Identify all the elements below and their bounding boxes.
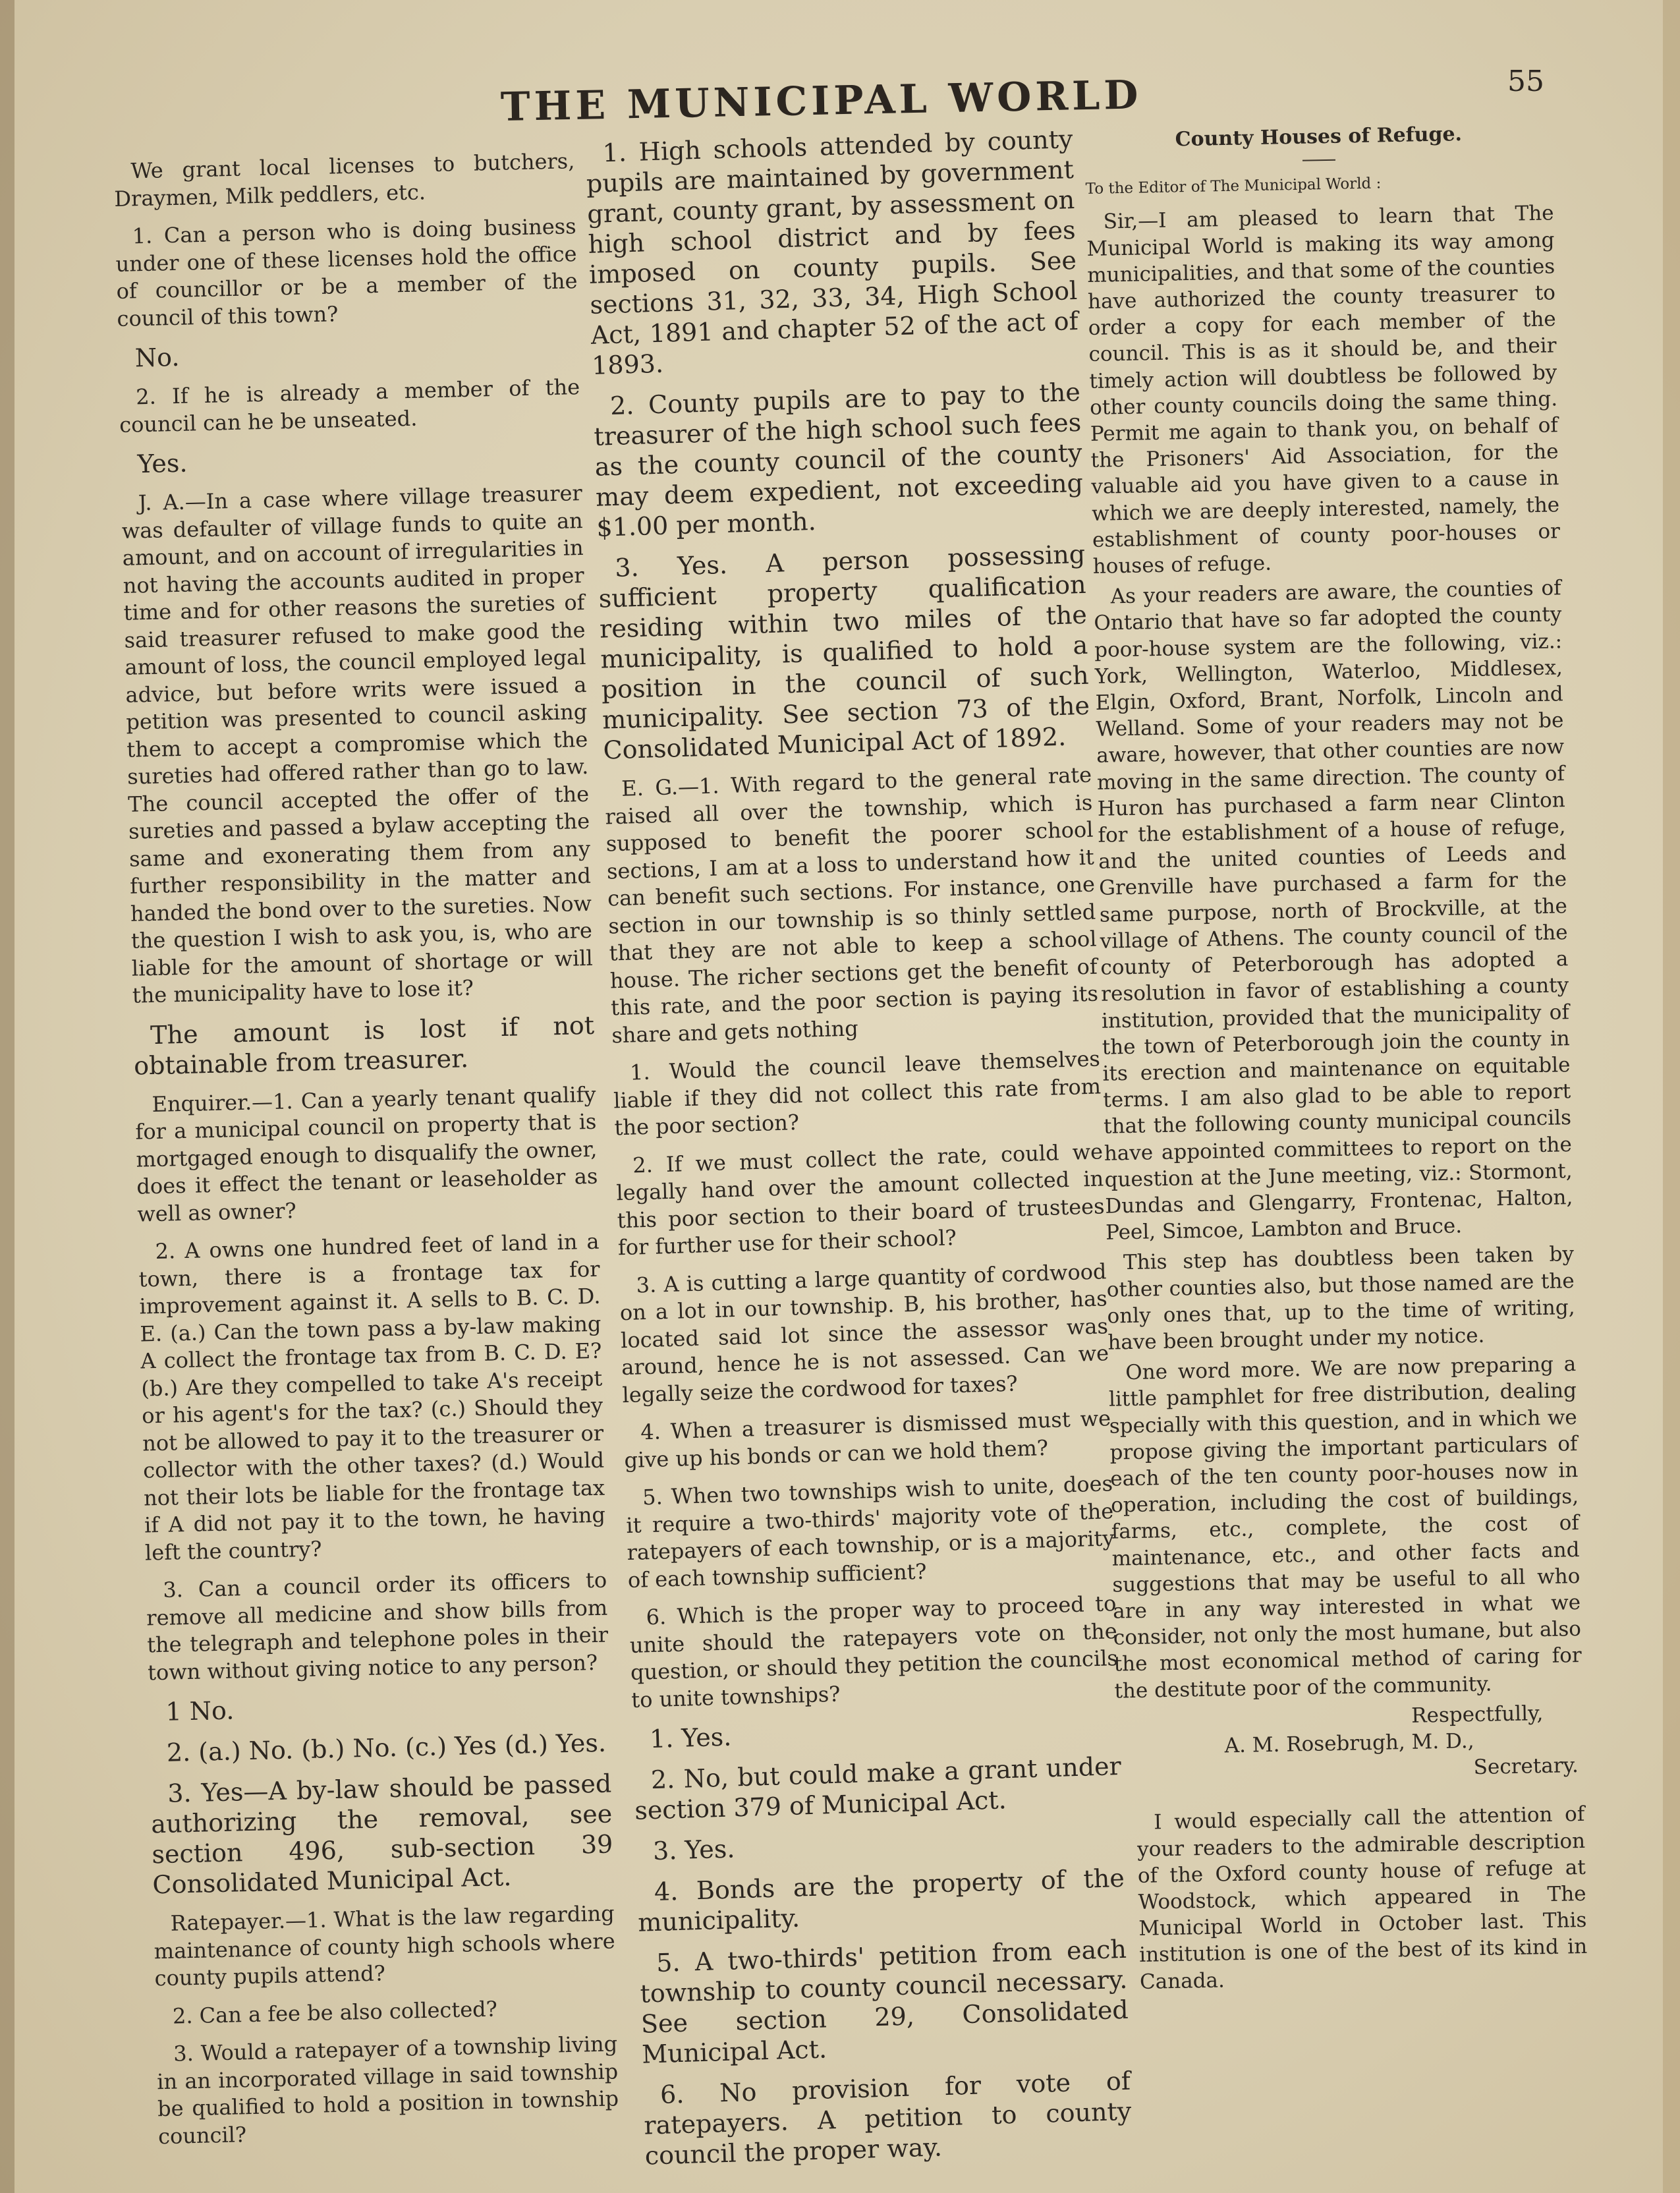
question-answer-paragraph: 3. Yes—A by-law should be passed authorizing the removal, see section 496, sub-section 39 Consolidated Municipal Act.	[150, 1769, 613, 1900]
page-number: 55	[1507, 65, 1544, 98]
page-edge	[1663, 0, 1680, 2193]
letter-paragraph: This step has doubtless been taken by other counties also, but those named are the only ones that, up to the time of writing, have been brought under my notice.	[1106, 1242, 1575, 1355]
question-answer-paragraph: Ratepayer.—1. What is the law regarding maintenance of county high schools where county pupils attend?	[154, 1900, 615, 1991]
question-answer-paragraph: The amount is lost if not obtainable from treasurer.	[133, 1010, 595, 1081]
question-answer-paragraph: 3. Yes. A person possessing sufficient property qualification residing within two miles of the municipality, is qualified to hold a position in the council of such municipality. See section 73 of the Consolidated Municipal Act of 1892.	[598, 539, 1090, 765]
letter-paragraph: Sir,—I am pleased to learn that The Municipal World is making its way among municipalities, and that some of the counties have authorized the county treasurer to order a copy for each member of the council. This is as it should be, and their timely action will doubtless be followed by other county councils doing the same thing. Permit me again to thank you, on behalf of the Prisoners' Aid Association, for the valuable aid you have given to a cause in which we are deeply interested, namely, the establishment of county poor-houses or houses of refuge.	[1086, 201, 1561, 579]
question-answer-paragraph: 2. A owns one hundred feet of land in a town, there is a frontage tax for improvement against it. A sells to B. C. D. E. (a.) Can the town pass a by-law making A collect the frontage tax from B. C. D. E? (b.) Are they compelled to take A's receipt or his agent's for the tax? (c.) Should they not be allowed to pay it to the treasurer or collector with the other taxes? (d.) Would not their lots be liable for the frontage tax if A did not pay it to the town, he having left the country?	[138, 1228, 606, 1565]
question-answer-paragraph: J. A.—In a case where village treasurer was defaulter of village funds to quite an amount, and on account of irregularities in not having the accounts audited in proper time and for other reasons the sureties of said treasurer refused to make good the amount of loss, the council employed legal advice, but before writs were issued a petition was presented to council asking them to accept a compromise which the sureties had offered rather than go to law. The council accepted the offer of the sureties and passed a bylaw accepting the same and exonerating them from any further responsibility in the matter and handed the bond over to the sureties. Now the question I wish to ask you, is, who are liable for the amount of shortage or will the municipality have to lose it?	[121, 480, 594, 1008]
question-answer-paragraph: We grant local licenses to butchers, Draymen, Milk peddlers, etc.	[113, 148, 575, 212]
article-heading: County Houses of Refuge.	[1175, 123, 1463, 152]
letter-closing: Respectfully,	[1411, 1701, 1544, 1728]
masthead: THE MUNICIPAL WORLD	[500, 72, 1143, 130]
column-3	[1084, 119, 1588, 1999]
question-answer-paragraph: 3. Would a ratepayer of a township living in an incorporated village in said township be qualified to hold a position in township council?	[156, 2031, 619, 2149]
question-answer-paragraph: Yes.	[137, 448, 188, 479]
question-answer-paragraph: 3. A is cutting a large quantity of cordwood on a lot in our township. B, his brother, has located said lot since the assessor was around, hence he is not assessed. Can we legally seize the cordwood for taxes?	[619, 1258, 1109, 1408]
column-1	[113, 148, 620, 2161]
question-answer-paragraph: 6. Which is the proper way to proceed to unite should the ratepayers vote on the question, or should they petition the councils to unite townships?	[629, 1591, 1119, 1713]
question-answer-paragraph: 1. High schools attended by county pupils are maintained by government grant, county grant, by assessment on high school district and by fees imposed on county pupils. See sections 31, 32, 33, 34, High School Act, 1891 and chapter 52 of the act of 1893.	[586, 125, 1079, 380]
question-answer-paragraph: 2. If we must collect the rate, could we legally hand over the amount collected in this poor section to their board of trustees for further use for their school?	[615, 1138, 1105, 1261]
question-answer-paragraph: 1. Can a person who is doing business under one of these licenses hold the office of councillor or be a member of the council of this town?	[115, 214, 578, 331]
question-answer-paragraph: 3. Yes.	[652, 1834, 735, 1866]
heading-rule	[1302, 159, 1335, 161]
question-answer-paragraph: 1 No.	[165, 1695, 235, 1726]
letter-paragraph: As your readers are aware, the counties of Ontario that have so far adopted the county poor-house system are the following, viz.: York, Wellington, Waterloo, Middlesex, Elgin, Oxford, Brant, Norfolk, Lincoln and Welland. Some of your readers may not be aware, however, that other counties are now moving in the same direction. The county of Huron has purchased a farm near Clinton for the establishment of a house of refuge, and the united counties of Leeds and Grenville have purchased a farm for the same purpose, north of Brockville, at the village of Athens. The county council of the county of Peterborough has adopted a resolution in favor of establishing a county institution, provided that the municipality of the town of Peterborough join the county in its erection and maintenance on equitable terms. I am also glad to be able to report that the following county municipal councils have appointed committees to report on the question at the June meeting, viz.: Stormont, Dundas and Glengarry, Frontenac, Halton, Peel, Simcoe, Lambton and Bruce.	[1094, 576, 1573, 1245]
question-answer-paragraph: E. G.—1. With regard to the general rate raised all over the township, which is supposed to benefit the poorer school sections, I am at a loss to understand how it can benefit such sections. For instance, one section in our township is so thinly settled that they are not able to keep a school house. The richer sections get the benefit of this rate, and the poor section is paying its share and gets nothing	[604, 762, 1099, 1048]
question-answer-paragraph: 4. Bonds are the property of the municipality.	[637, 1863, 1125, 1937]
letter-paragraph: One word more. We are now preparing a little pamphlet for free distribution, dealing specially with this question, and in which we propose giving the important particulars of each of the ten county poor-houses now in operation, including the cost of buildings, farms, etc., complete, the cost of maintenance, etc., and other facts and suggestions that may be useful to all who are in any way interested in what we consider, not only the most humane, but also the most economical method of caring for the destitute poor of the community.	[1108, 1352, 1582, 1703]
question-answer-paragraph: Enquirer.—1. Can a yearly tenant qualify for a municipal council on property that is mortgaged enough to disqualify the owner, does it effect the tenant or leaseholder as well as owner?	[135, 1081, 598, 1227]
question-answer-paragraph: 6. No provision for vote of ratepayers. A petition to county council the proper way.	[643, 2066, 1132, 2171]
question-answer-paragraph: 1. Yes.	[649, 1722, 732, 1754]
question-answer-paragraph: 3. Can a council order its officers to remove all medicine and show bills from the telegraph and telephone poles in their town without giving notice to any person?	[146, 1567, 609, 1685]
question-answer-paragraph: No.	[134, 342, 180, 373]
question-answer-paragraph: 2. County pupils are to pay to the treasurer of the high school such fees as the county council of the county may deem expedient, not exceeding $1.00 per month.	[593, 377, 1084, 542]
question-answer-paragraph: 2. Can a fee be also collected?	[172, 1996, 498, 2029]
question-answer-paragraph: 2. No, but could make a grant under section 379 of Municipal Act.	[634, 1751, 1122, 1825]
question-answer-paragraph: 1. Would the council leave themselves liable if they did not collect this rate from the poor section?	[613, 1046, 1102, 1141]
letter-salutation: To the Editor of The Municipal World :	[1085, 175, 1382, 198]
binding-shadow	[0, 0, 14, 2193]
question-answer-paragraph: 4. When a treasurer is dismissed must we give up his bonds or can we hold them?	[623, 1406, 1111, 1473]
question-answer-paragraph: 2. If he is already a member of the council can he be unseated.	[119, 374, 580, 438]
question-answer-paragraph: 5. When two townships wish to unite, does it require a two-thirds' majority vote of the ratepayers of each township, or is a majority of each township sufficient?	[625, 1471, 1115, 1593]
letter-signature-title: Secretary.	[1473, 1753, 1579, 1780]
editor-note: I would especially call the attention of your readers to the admirable description of the Oxford county house of refuge at Woodstock, which appeared in The Municipal World in October last. This institution is one of the best of its kind in Canada.	[1136, 1802, 1588, 1994]
question-answer-paragraph: 5. A two-thirds' petition from each township to county council necessary. See section 29, Consolidated Municipal Act.	[639, 1934, 1129, 2069]
column-2	[585, 124, 1133, 2182]
question-answer-paragraph: 2. (a.) No. (b.) No. (c.) Yes (d.) Yes.	[166, 1728, 607, 1767]
letter-signature: A. M. Rosebrugh, M. D.,	[1224, 1729, 1474, 1758]
